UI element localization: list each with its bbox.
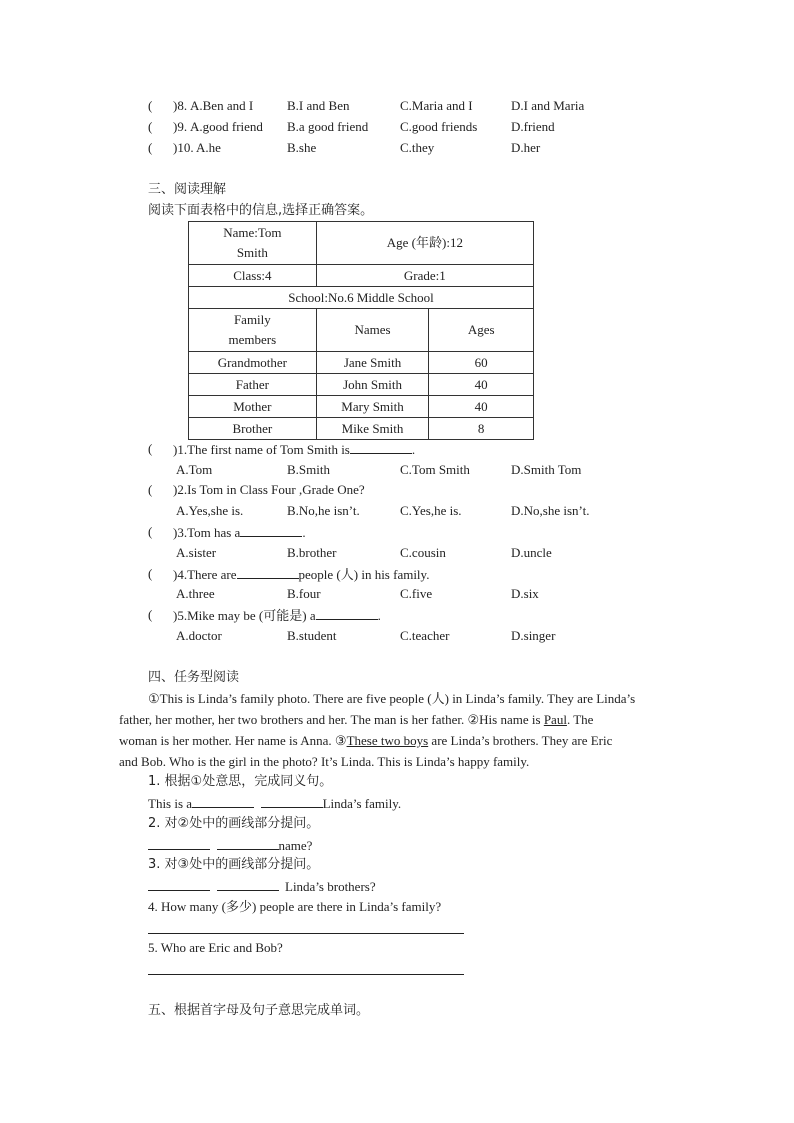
option-c: C.good friends (400, 119, 478, 134)
question-text-end: people (人) in his family. (298, 567, 430, 582)
option-c: C.Tom Smith (400, 462, 470, 477)
task-1-prompt: 1. 根据①处意思，完成同义句。 (148, 774, 333, 789)
option-d: D.I and Maria (511, 98, 585, 113)
grade-cell: Grade:1 (316, 265, 533, 287)
option-d: D.No,she isn’t. (511, 503, 590, 518)
question-text: )3.Tom has a (173, 525, 241, 540)
question-text: )4.There are (173, 567, 237, 582)
answer-blank[interactable] (237, 566, 299, 579)
option-a: A.three (176, 586, 215, 601)
member-name-cell: Mike Smith (316, 418, 429, 440)
member-cell: Mother (189, 396, 317, 418)
member-name-cell: John Smith (316, 374, 429, 396)
names-header: Names (316, 309, 429, 352)
member-age-cell: 40 (429, 396, 534, 418)
passage-line-1: ①This is Linda’s family photo. There are five people (人) in Linda’s family. They are Linda’s (148, 691, 636, 706)
question-text-end: . (302, 525, 306, 540)
passage-text: father, her mother, her two brothers and her. The man is her father. ②His name is (119, 712, 544, 727)
option-b: B.student (287, 628, 337, 643)
question-4 (173, 566, 429, 583)
passage-line-4: and Bob. Who is the girl in the photo? It’s Linda. This is Linda’s happy family. (119, 754, 530, 769)
table-header-row (189, 309, 534, 352)
option-d: D.six (511, 586, 539, 601)
question-number: )8. (173, 98, 188, 113)
section-4-title: 四、任务型阅读 (148, 670, 240, 685)
task-text: Linda’s family. (322, 796, 402, 811)
option-a: A.doctor (176, 628, 222, 643)
option-a: A.good friend (190, 119, 263, 134)
task-5-prompt: 5. Who are Eric and Bob? (148, 940, 283, 955)
answer-blank[interactable] (217, 837, 279, 850)
answer-paren: ( (148, 524, 153, 539)
option-b: B.brother (287, 545, 337, 560)
member-age-cell: 8 (429, 418, 534, 440)
member-age-cell: 40 (429, 374, 534, 396)
answer-blank[interactable] (148, 878, 210, 891)
option-d: D.her (511, 140, 541, 155)
answer-paren: ( (148, 441, 153, 456)
member-name-cell: Mary Smith (316, 396, 429, 418)
option-d: D.Smith Tom (511, 462, 582, 477)
question-text-end: . (377, 608, 381, 623)
task-1-answer-line (148, 795, 401, 812)
option-a: A.Tom (176, 462, 213, 477)
table-row (189, 222, 534, 265)
answer-paren: ( (148, 482, 153, 497)
member-cell: Grandmother (189, 352, 317, 374)
school-cell: School:No.6 Middle School (189, 287, 534, 309)
class-cell: Class:4 (189, 265, 317, 287)
option-b: B.I and Ben (287, 98, 350, 113)
answer-blank[interactable] (261, 795, 323, 808)
answer-paren: ( (148, 140, 153, 155)
option-c: C.cousin (400, 545, 446, 560)
question-text: )1.The first name of Tom Smith is (173, 442, 350, 457)
answer-blank[interactable] (192, 795, 254, 808)
option-b: B.Smith (287, 462, 330, 477)
section-3-instruction: 阅读下面表格中的信息,选择正确答案。 (148, 203, 374, 218)
answer-paren: ( (148, 607, 153, 622)
table-row (189, 287, 534, 309)
name-line-1: Name:Tom (223, 225, 282, 240)
member-age-cell: 60 (429, 352, 534, 374)
table-row (189, 396, 534, 418)
member-cell: Brother (189, 418, 317, 440)
option-c: C.five (400, 586, 433, 601)
option-b: B.four (287, 586, 321, 601)
age-cell: Age (年龄):12 (316, 222, 533, 265)
table-row (189, 418, 534, 440)
question-1 (173, 441, 415, 458)
option-b: B.a good friend (287, 119, 369, 134)
underlined-phrase: These two boys (346, 733, 429, 748)
family-members-line-2: members (228, 332, 277, 347)
answer-blank[interactable] (148, 837, 210, 850)
option-a: A.Yes,she is. (176, 503, 244, 518)
task-4-prompt: 4. How many (多少) people are there in Linda’s family? (148, 899, 442, 914)
underlined-name: Paul (543, 712, 567, 727)
question-5 (173, 607, 381, 624)
table-row (189, 265, 534, 287)
table-row (189, 374, 534, 396)
option-c: C.Maria and I (400, 98, 473, 113)
option-d: D.uncle (511, 545, 552, 560)
passage-line-2 (119, 712, 675, 728)
question-number: )9. (173, 119, 188, 134)
answer-paren: ( (148, 98, 153, 113)
question-text: )5.Mike may be (可能是) a (173, 608, 316, 623)
task-3-answer-line (148, 878, 376, 895)
section-5-title: 五、根据首字母及句子意思完成单词。 (148, 1003, 370, 1018)
option-c: C.they (400, 140, 435, 155)
question-2: )2.Is Tom in Class Four ,Grade One? (173, 482, 365, 497)
answer-paren: ( (148, 119, 153, 134)
option-d: D.singer (511, 628, 556, 643)
option-c: C.Yes,he is. (400, 503, 462, 518)
question-text-end: . (411, 442, 416, 457)
answer-blank[interactable] (240, 524, 302, 537)
option-a: A.Ben and I (190, 98, 254, 113)
task-2-prompt: 2. 对②处中的画线部分提问。 (148, 816, 320, 831)
name-line-2: Smith (236, 245, 268, 260)
member-name-cell: Jane Smith (316, 352, 429, 374)
member-cell: Father (189, 374, 317, 396)
task-3-prompt: 3. 对③处中的画线部分提问。 (148, 857, 320, 872)
option-b: B.she (287, 140, 317, 155)
name-cell (189, 222, 317, 265)
task-4-answer-line[interactable] (148, 933, 464, 934)
ages-header: Ages (429, 309, 534, 352)
answer-paren: ( (148, 566, 153, 581)
answer-blank[interactable] (316, 607, 378, 620)
family-members-line-1: Family (233, 312, 271, 327)
question-number: )10. (173, 140, 194, 155)
option-a: A.sister (176, 545, 217, 560)
option-c: C.teacher (400, 628, 450, 643)
info-table (188, 221, 534, 440)
answer-blank[interactable] (217, 878, 279, 891)
answer-blank[interactable] (350, 441, 412, 454)
passage-text: woman is her mother. Her name is Anna. ③ (119, 733, 347, 748)
family-members-header (189, 309, 317, 352)
task-text: name? (278, 838, 313, 853)
option-a: A.he (196, 140, 221, 155)
passage-line-3 (119, 733, 675, 749)
task-text: Linda’s brothers? (285, 879, 376, 894)
task-text: This is a (148, 796, 193, 811)
passage-text: . The (566, 712, 594, 727)
task-5-answer-line[interactable] (148, 974, 464, 975)
passage-text: are Linda’s brothers. They are Eric (428, 733, 613, 748)
table-row (189, 352, 534, 374)
option-d: D.friend (511, 119, 555, 134)
question-3 (173, 524, 306, 541)
section-3-title: 三、阅读理解 (148, 182, 227, 197)
option-b: B.No,he isn’t. (287, 503, 360, 518)
task-2-answer-line (148, 837, 312, 854)
